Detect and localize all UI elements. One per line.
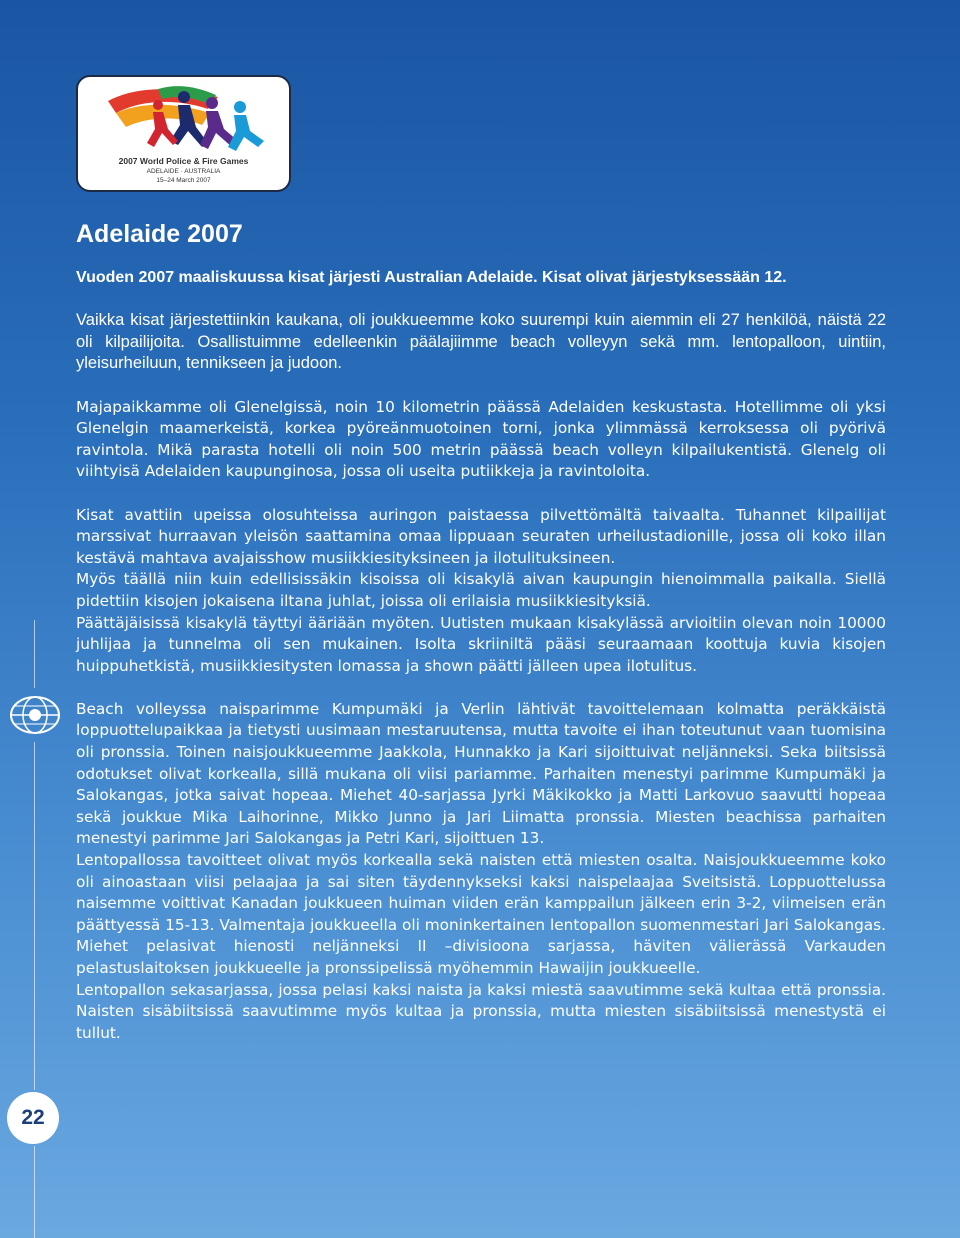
margin-rule-middle (34, 742, 35, 1090)
logo-event-name: 2007 World Police & Fire Games (118, 156, 249, 166)
closing-ceremony-paragraph: Päättäjäisissä kisakylä täyttyi ääriään myöten. Uutisten mukaan kisakylässä arvioitiin olevan noin 10000 juhlijaa ja tunnelma oli sen mukainen. Isolta skriiniltä pääsi seuraamaan koottuja kuvia kisojen huippuhetkistä, musiikkiesitysten lomassa ja shown päätti jälleen upea ilotulitus. (76, 613, 886, 675)
intro-paragraph: Vuoden 2007 maaliskuussa kisat järjesti Australian Adelaide. Kisat olivat järjestyksessään 12. (76, 269, 787, 286)
mixed-volleyball-results-paragraph: Lentopallon sekasarjassa, jossa pelasi kaksi naista ja kaksi miestä saavutimme sekä kultaa että pronssia. Naisten sisäbiitsissä saavutimme myös kultaa ja pronssia, mutta miesten sisäbiitsissä menestystä ei tullut. (76, 980, 886, 1042)
volleyball-results-paragraph: Lentopallossa tavoitteet olivat myös korkealla sekä naisten että miesten osalta. Naisjoukkueemme koko oli ainoastaan viisi pelaajaa ja sai siten täydennykseksi kaksi naispelaajaa Sveitsistä. Loppuottelussa naisemme voittivat Kanadan joukkueen huiman viiden erän kamppailun jälkeen erin 3-2, viimeisen erän päättyessä 15-13. Valmentaja joukkueella oli moninkertainen lentopallon suomenmestari Jari Salokangas. Miehet pelasivat hienosti neljänneksi II –divisioona sarjassa, häviten välierässä Varkauden pelastuslaitoksen joukkueelle ja pronssipelissä myöhemmin Hawaijin joukkueelle. (76, 851, 886, 977)
beach-volley-results-paragraph: Beach volleyssa naisparimme Kumpumäki ja Verlin lähtivät tavoittelemaan kolmatta peräkkäistä loppuottelupaikkaa ja tietysti uusimaan mestaruutensa, mutta tavoite ei ihan toteutunut vaan tuomisina oli pronssia. Toinen naisjoukkueemme Jaakkola, Hunnakko ja Kari sijoittuivat neljänneksi. Seka biitsissä odotukset olivat korkealla, sillä mukana oli viisi pariamme. Parhaiten menestyi parimme Kumpumäki ja Salokangas, jotka saivat hopeaa. Miehet 40-sarjassa Jyrki Mäkikokko ja Matti Larkovuo saavutti hopeaa sekä joukkue Mika Laihorinne, Mikko Junno ja Jari Liimatta pronssia. Miesten beachissa parhaiten menestyi parimme Jari Salokangas ja Petri Kari, sijoittuen 13. (76, 699, 886, 848)
event-logo (76, 75, 291, 192)
logo-location: ADELAIDE · AUSTRALIA (146, 168, 221, 175)
article-body (76, 267, 886, 1044)
opening-ceremony-paragraph: Kisat avattiin upeissa olosuhteissa auringon paistaessa pilvettömältä taivaalta. Tuhannet kilpailijat marssivat hurraavan yleisön saattamina omaa lippuaan seuraten urheilustadionille, jossa oli koko illan kestävä mahtava avajaisshow musiikkiesityksineen ja ilotulituksineen. (76, 505, 886, 567)
page-number-badge: 22 (7, 1092, 59, 1144)
athlete-village-paragraph: Myös täällä niin kuin edellisissäkin kisoissa oli kisakylä aivan kaupungin hienoimmalla paikalla. Siellä pidettiin kisojen jokaisena iltana juhlat, joissa oli erilaisia musiikkiesityksiä. (76, 570, 886, 610)
accommodation-paragraph: Majapaikkamme oli Glenelgissä, noin 10 kilometrin päässä Adelaiden keskustasta. Hotellimme oli yksi Glenelgin maamerkeistä, korkea pyöreänmuotoinen torni, jonka ylimmässä kerroksessa oli pyörivä ravintola. Mikä parasta hotelli oli noin 500 metrin päässä beach volleyn kilpailukentistä. Glenelg oli viihtyisä Adelaiden kaupunginosa, jossa oli useita putiikkeja ja ravintoloita. (76, 397, 886, 481)
team-size-paragraph: Vaikka kisat järjestettiinkin kaukana, oli joukkueemme koko suurempi kuin aiemmin eli 27 henkilöä, näistä 22 oli kilpailijoita. Osallistuimme edelleenkin päälajiimme beach volleyyn sekä mm. lentopalloon, uintiin, yleisurheiluun, tennikseen ja judoon. (76, 311, 886, 373)
globe-emblem-icon (8, 690, 62, 740)
margin-rule-bottom (34, 1146, 35, 1238)
article-title: Adelaide 2007 (76, 220, 243, 248)
margin-rule-top (34, 620, 35, 688)
logo-dates: 15–24 March 2007 (156, 177, 211, 184)
running-athletes-graphic (98, 83, 273, 158)
